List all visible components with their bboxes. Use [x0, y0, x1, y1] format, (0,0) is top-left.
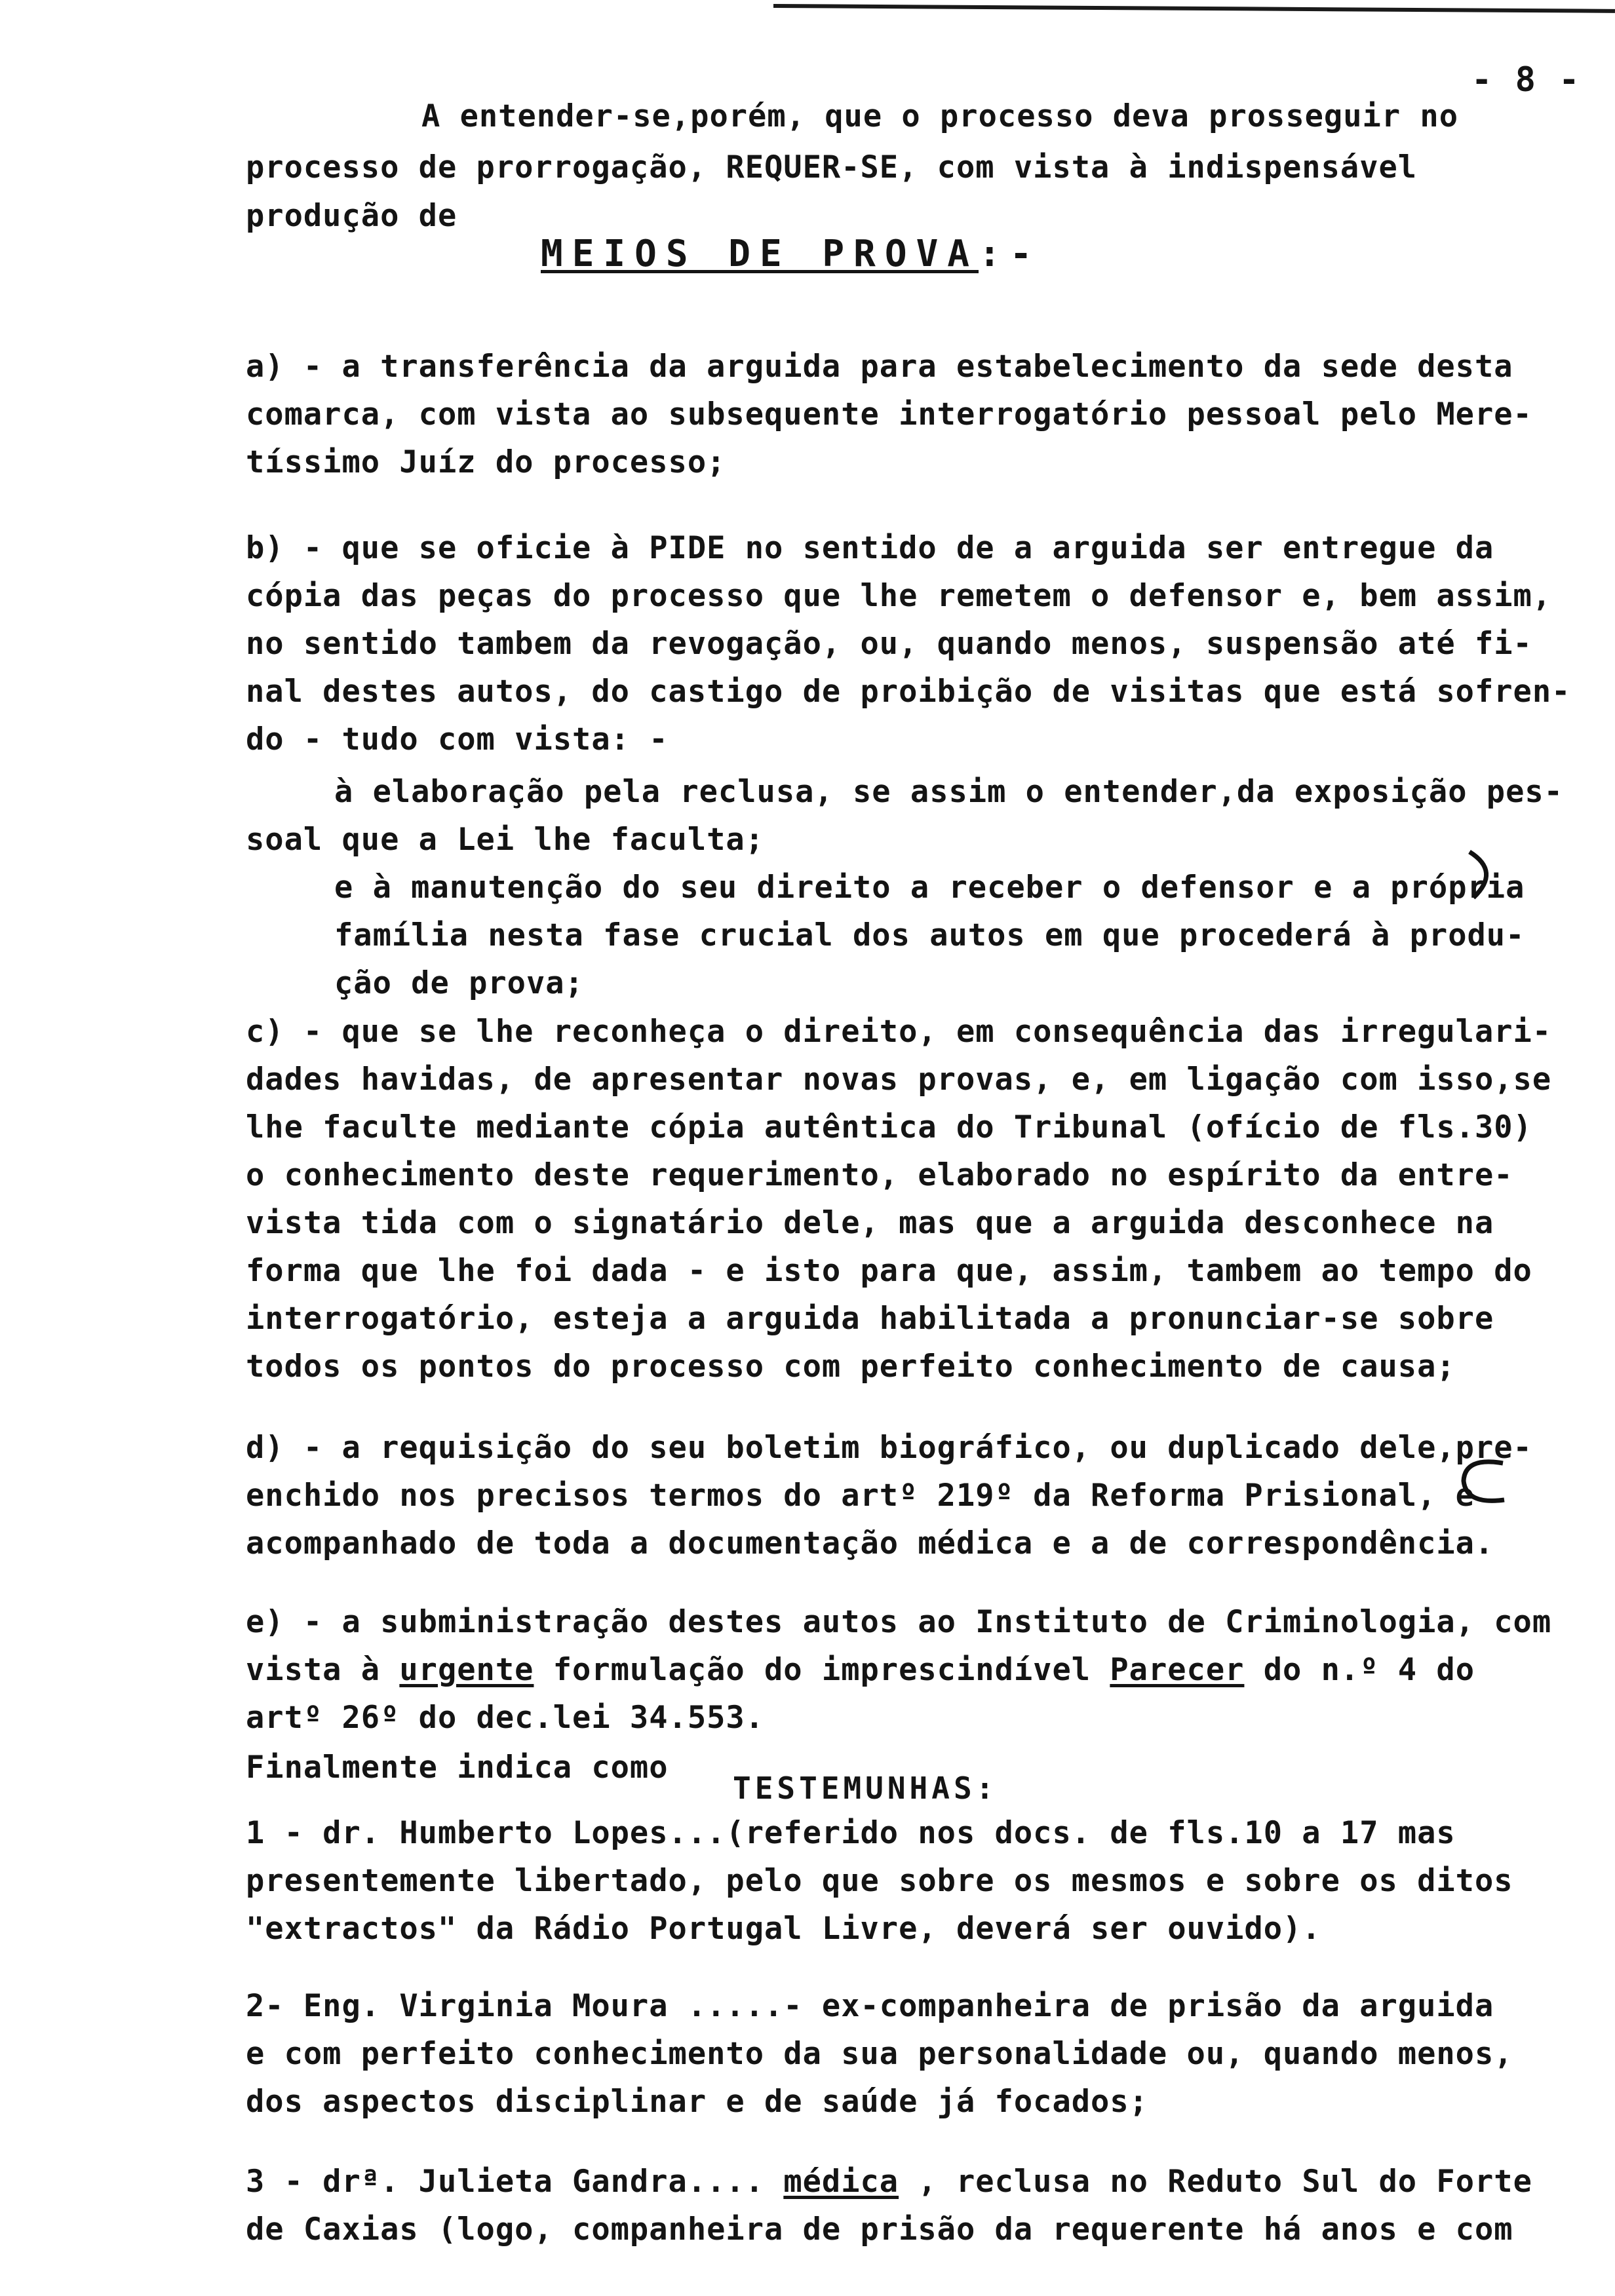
witnesses-intro: Finalmente indica como	[246, 1750, 669, 1786]
item-c-line-1: c) - que se lhe reconheça o direito, em consequência das irregulari-	[246, 1014, 1552, 1050]
witness-2-line-2: e com perfeito conhecimento da sua personalidade ou, quando menos,	[246, 2036, 1513, 2072]
item-d-line-2: enchido nos precisos termos do artº 219º da Reforma Prisional, e	[246, 1478, 1475, 1514]
item-c-line-3: lhe faculte mediante cópia autêntica do Tribunal (ofício de fls.30)	[246, 1109, 1532, 1145]
urgente-underlined: urgente	[399, 1652, 534, 1688]
intro-line-2: processo de prorrogação, REQUER-SE, com vista à indispensável	[246, 149, 1418, 185]
witness-3-line-2: de Caxias (logo, companheira de prisão da requerente há anos e com	[246, 2211, 1513, 2248]
item-e-line-3: artº 26º do dec.lei 34.553.	[246, 1700, 765, 1736]
item-b-sub-line-5: ção de prova;	[334, 965, 584, 1001]
intro-line-3: produção de	[246, 198, 457, 234]
item-a-line-3: tíssimo Juíz do processo;	[246, 444, 726, 480]
witness-3-line-1-a: 3 - drª. Julieta Gandra....	[246, 2164, 784, 2200]
item-c-line-2: dades havidas, de apresentar novas provas, e, em ligação com isso,se	[246, 1062, 1552, 1098]
item-d-line-3: acompanhado de toda a documentação médica e a de correspondência.	[246, 1525, 1494, 1561]
section-heading-title: MEIOS DE PROVA	[541, 233, 979, 275]
item-c-line-6: forma que lhe foi dada - e isto para que, assim, tambem ao tempo do	[246, 1253, 1532, 1289]
item-e-line-1: e) - a subministração destes autos ao Instituto de Criminologia, com	[246, 1604, 1552, 1640]
witness-2-line-1: 2- Eng. Virginia Moura .....- ex-companheira de prisão da arguida	[246, 1988, 1494, 2024]
item-e-line-2-b: formulação do imprescindível	[534, 1652, 1110, 1688]
witness-2-line-3: dos aspectos disciplinar e de saúde já focados;	[246, 2084, 1148, 2120]
item-a-line-2: comarca, com vista ao subsequente interrogatório pessoal pelo Mere-	[246, 396, 1532, 432]
item-b-line-3: no sentido tambem da revogação, ou, quando menos, suspensão até fi-	[246, 626, 1532, 662]
item-c-line-5: vista tida com o signatário dele, mas que a arguida desconhece na	[246, 1205, 1494, 1241]
item-e-line-2-c: do n.º 4 do	[1244, 1652, 1475, 1688]
section-heading	[541, 233, 1041, 275]
item-b-sub-line-2: soal que a Lei lhe faculta;	[246, 822, 765, 858]
item-b-line-2: cópia das peças do processo que lhe remetem o defensor e, bem assim,	[246, 578, 1552, 614]
page-number: - 8 -	[1471, 60, 1581, 100]
item-b-sub-line-4: família nesta fase crucial dos autos em que procederá à produ-	[334, 917, 1525, 953]
item-c-line-8: todos os pontos do processo com perfeito conhecimento de causa;	[246, 1349, 1456, 1385]
witness-3-line-1	[246, 2162, 1532, 2202]
item-b-line-4: nal destes autos, do castigo de proibição de visitas que está sofren-	[246, 674, 1571, 710]
item-c-line-4: o conhecimento deste requerimento, elaborado no espírito da entre-	[246, 1157, 1513, 1193]
item-b-sub-line-1: à elaboração pela reclusa, se assim o entender,da exposição pes-	[334, 774, 1563, 810]
witness-1-line-1: 1 - dr. Humberto Lopes...(referido nos docs. de fls.10 a 17 mas	[246, 1815, 1456, 1851]
item-e-line-2-a: vista à	[246, 1652, 400, 1688]
witness-3-line-1-b: , reclusa no Reduto Sul do Forte	[899, 2164, 1532, 2200]
item-b-sub-line-3: e à manutenção do seu direito a receber o defensor e a própria	[334, 870, 1525, 906]
section-heading-suffix: :-	[979, 233, 1041, 275]
item-c-line-7: interrogatório, esteja a arguida habilitada a pronunciar-se sobre	[246, 1301, 1494, 1337]
intro-line-1: A entender-se,porém, que o processo deva prosseguir no	[421, 98, 1459, 134]
item-a-line-1: a) - a transferência da arguida para estabelecimento da sede desta	[246, 349, 1513, 385]
item-b-line-5: do - tudo com vista: -	[246, 721, 669, 757]
item-b-line-1: b) - que se oficie à PIDE no sentido de a arguida ser entregue da	[246, 530, 1494, 566]
item-d-line-1: d) - a requisição do seu boletim biográfico, ou duplicado dele,pre-	[246, 1430, 1532, 1466]
punch-hole-mark-upper	[1462, 845, 1508, 904]
item-e-line-2	[246, 1651, 1475, 1690]
witness-1-line-2: presentemente libertado, pelo que sobre os mesmos e sobre os ditos	[246, 1863, 1513, 1899]
parecer-underlined: Parecer	[1110, 1652, 1245, 1688]
witness-1-line-3: "extractos" da Rádio Portugal Livre, deverá ser ouvido).	[246, 1911, 1321, 1947]
witnesses-heading: TESTEMUNHAS:	[733, 1770, 998, 1806]
medica-underlined: médica	[783, 2164, 899, 2200]
punch-hole-mark-lower	[1452, 1451, 1511, 1510]
